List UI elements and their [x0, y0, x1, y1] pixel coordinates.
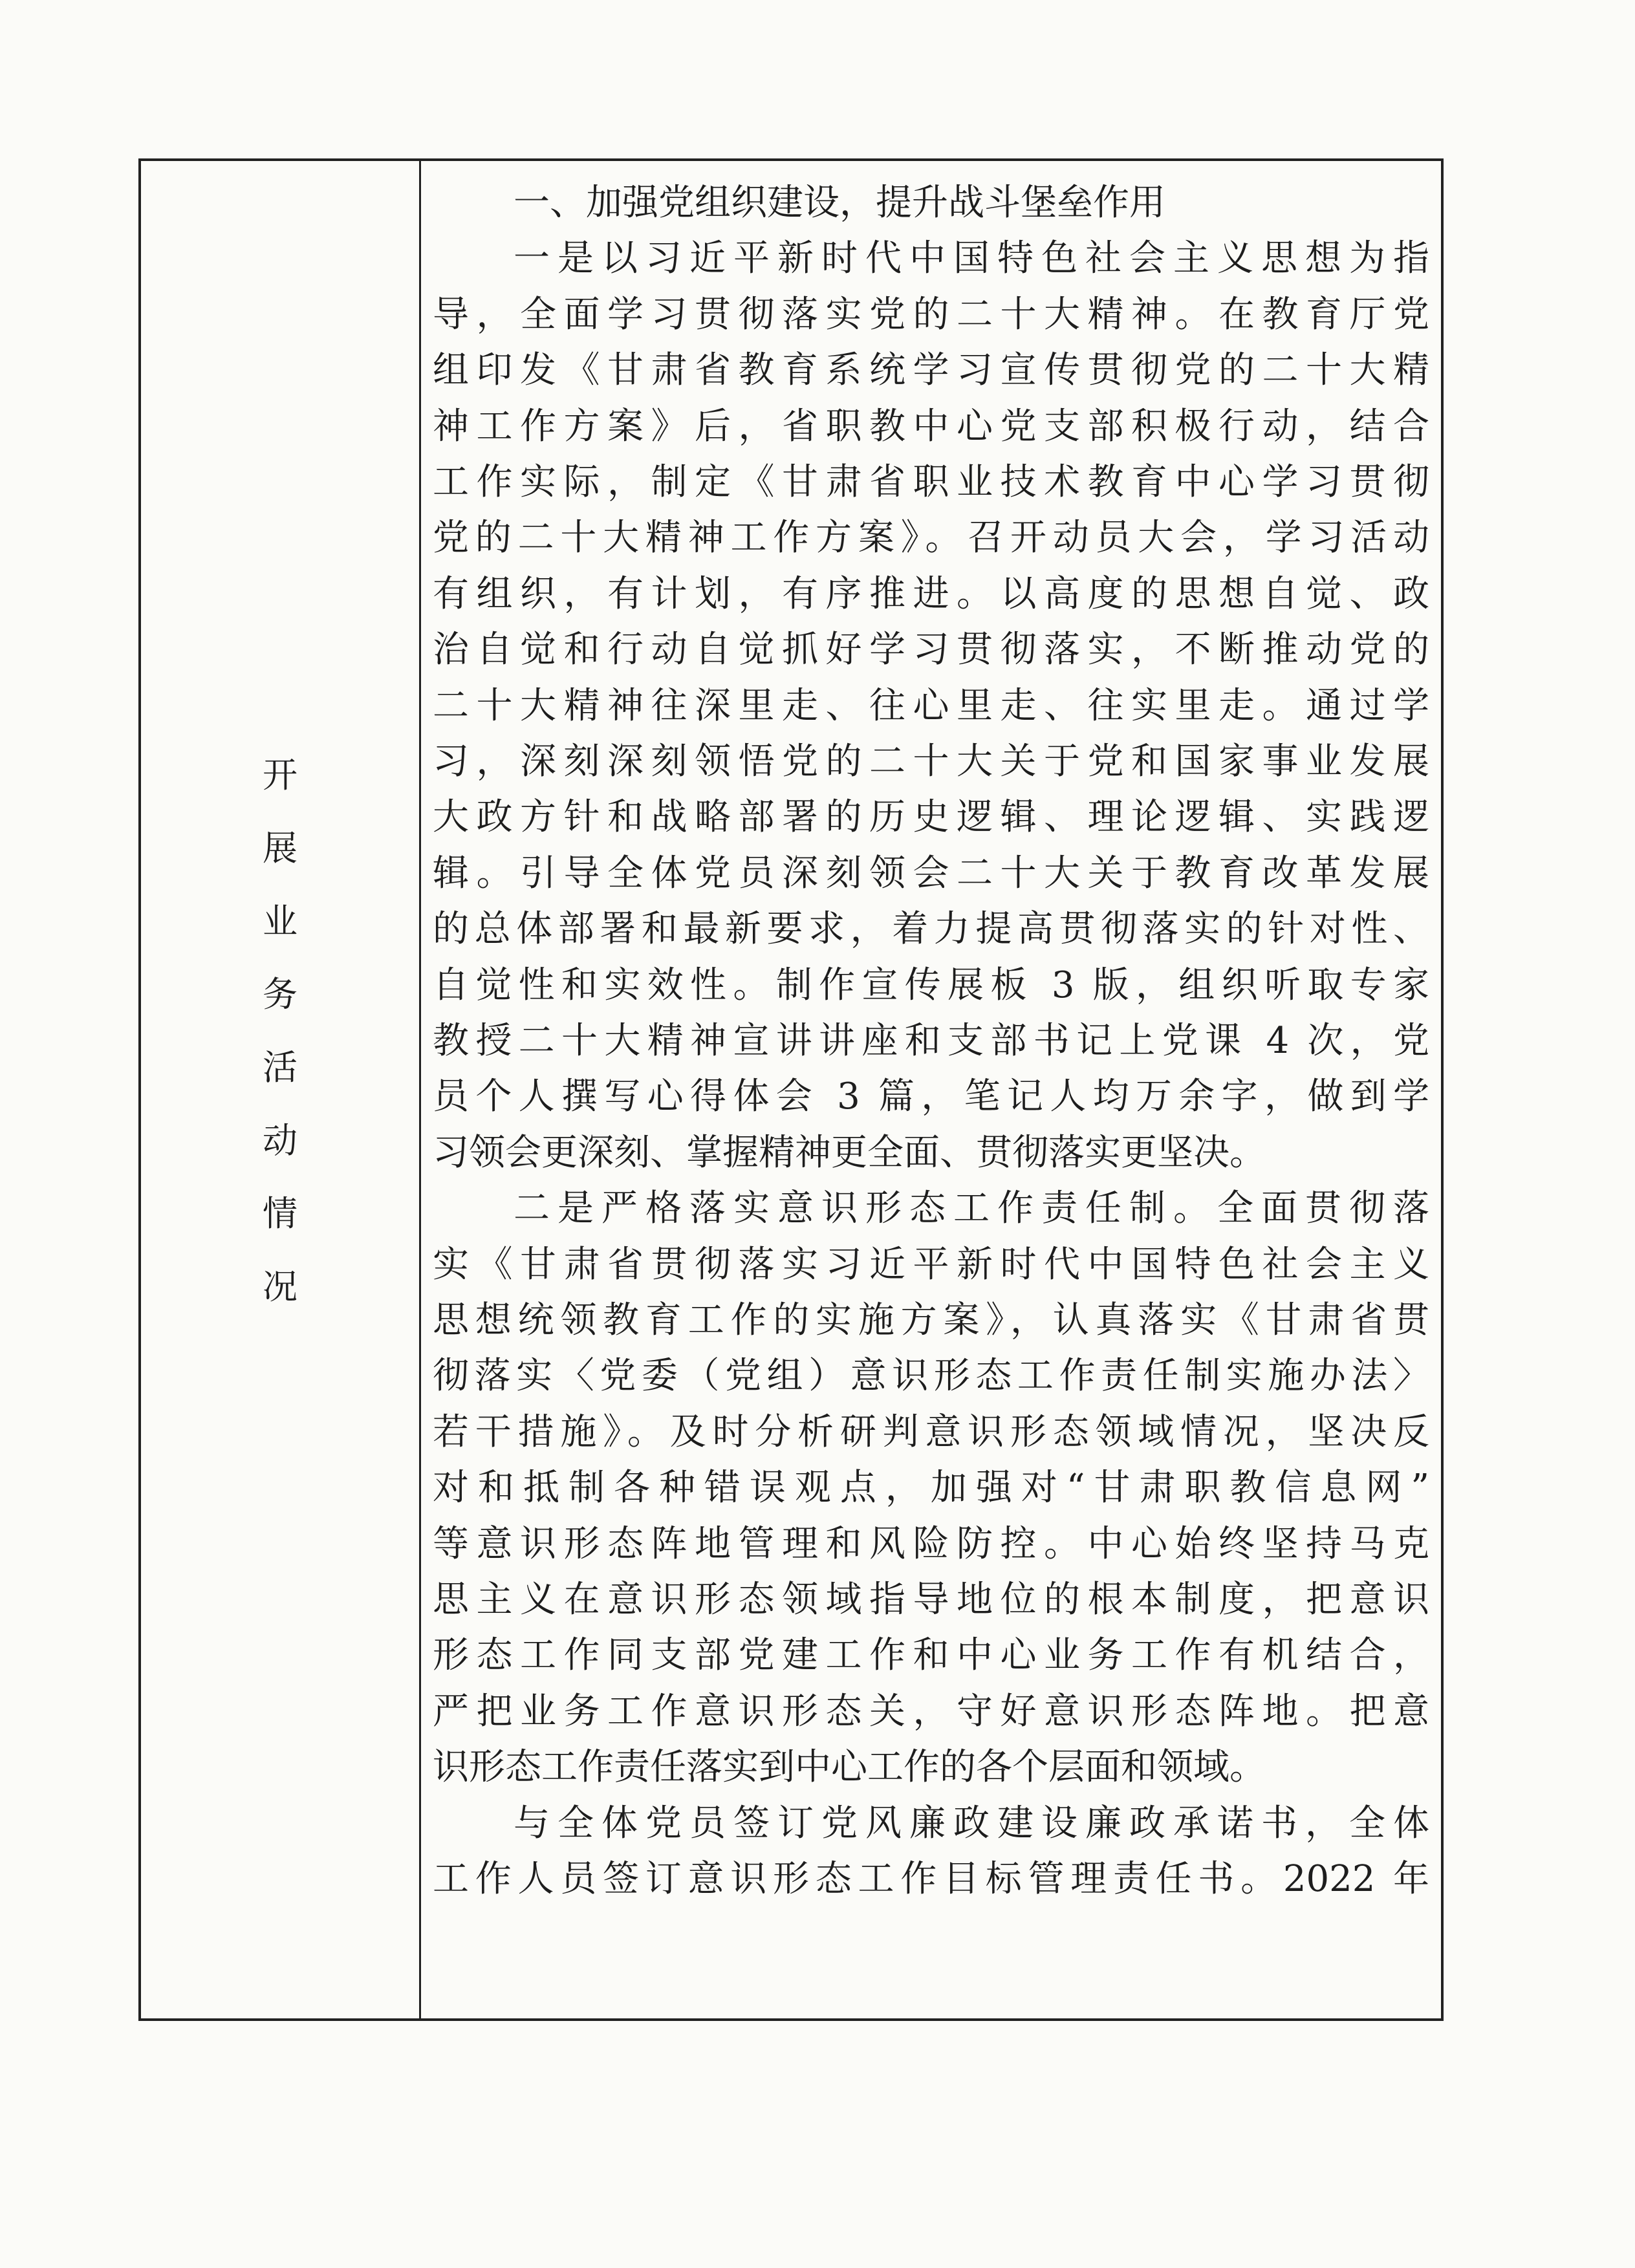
body-text-line: 思想统领教育工作的实施方案》，认真落实《甘肃省贯: [433, 1299, 1429, 1341]
body-text-line: 二是严格落实意识形态工作责任制。全面贯彻落: [514, 1187, 1429, 1229]
body-text-line: 习，深刻深刻领悟党的二十大关于党和国家事业发展: [433, 740, 1429, 783]
body-text-line: 辑。引导全体党员深刻领会二十大关于教育改革发展: [433, 852, 1429, 894]
body-text-line: 工作实际，制定《甘肃省职业技术教育中心学习贯彻: [433, 461, 1429, 503]
body-text-line: 组印发《甘肃省教育系统学习宣传贯彻党的二十大精: [433, 349, 1429, 391]
body-text-line: 严把业务工作意识形态关，守好意识形态阵地。把意: [433, 1690, 1429, 1733]
body-text-line: 对和抵制各种错误观点，加强对“甘肃职教信息网”: [433, 1467, 1429, 1509]
body-text-line: 的总体部署和最新要求，着力提高贯彻落实的针对性、: [433, 908, 1429, 950]
body-text-line: 习领会更深刻、掌握精神更全面、贯彻落实更坚决。: [433, 1132, 1266, 1174]
body-text-line: 二十大精神往深里走、往心里走、往实里走。通过学: [433, 685, 1429, 727]
body-text-line: 若干措施》。及时分析研判意识形态领域情况，坚决反: [433, 1411, 1429, 1453]
section-label-char: 动: [263, 1120, 298, 1161]
body-text-line: 教授二十大精神宣讲讲座和支部书记上党课 4 次，党: [433, 1020, 1429, 1062]
body-text-line: 导，全面学习贯彻落实党的二十大精神。在教育厅党: [433, 294, 1429, 336]
body-text-line: 识形态工作责任落实到中心工作的各个层面和领域。: [433, 1746, 1266, 1788]
content-cell: [421, 161, 1441, 2018]
body-text-line: 有组织，有计划，有序推进。以高度的思想自觉、政: [433, 573, 1429, 615]
section-label-char: 活: [263, 1047, 298, 1088]
body-text-line: 彻落实〈党委（党组）意识形态工作责任制实施办法〉: [433, 1355, 1429, 1397]
body-text-line: 员个人撰写心得体会 3 篇，笔记人均万余字，做到学: [433, 1075, 1429, 1118]
section-label-char: 展: [263, 828, 298, 869]
section-label-char: 务: [263, 974, 298, 1015]
body-text-line: 实《甘肃省贯彻落实习近平新时代中国特色社会主义: [433, 1244, 1429, 1286]
body-text-line: 一是以习近平新时代中国特色社会主义思想为指: [514, 237, 1429, 279]
section-label-char: 况: [263, 1266, 298, 1307]
body-text-line: 大政方针和战略部署的历史逻辑、理论逻辑、实践逻: [433, 796, 1429, 838]
section-label-cell: [141, 161, 419, 2018]
body-text-line: 等意识形态阵地管理和风险防控。中心始终坚持马克: [433, 1523, 1429, 1565]
section-label-char: 业: [263, 901, 298, 942]
body-text-line: 与全体党员签订党风廉政建设廉政承诺书，全体: [514, 1802, 1429, 1844]
body-text-line: 一、加强党组织建设，提升战斗堡垒作用: [514, 182, 1165, 224]
body-text-line: 治自觉和行动自觉抓好学习贯彻落实，不断推动党的: [433, 629, 1429, 671]
report-table: [138, 158, 1444, 2021]
body-text-line: 工作人员签订意识形态工作目标管理责任书。2022 年: [433, 1858, 1429, 1900]
body-text-line: 党的二十大精神工作方案》。召开动员大会，学习活动: [433, 517, 1429, 559]
body-text-line: 思主义在意识形态领域指导地位的根本制度，把意识: [433, 1579, 1429, 1621]
body-text-line: 形态工作同支部党建工作和中心业务工作有机结合，: [433, 1634, 1429, 1676]
body-text-line: 神工作方案》后，省职教中心党支部积极行动，结合: [433, 405, 1429, 448]
section-label-char: 情: [263, 1193, 298, 1234]
section-label-char: 开: [263, 755, 298, 795]
body-text-line: 自觉性和实效性。制作宣传展板 3 版，组织听取专家: [433, 964, 1429, 1006]
